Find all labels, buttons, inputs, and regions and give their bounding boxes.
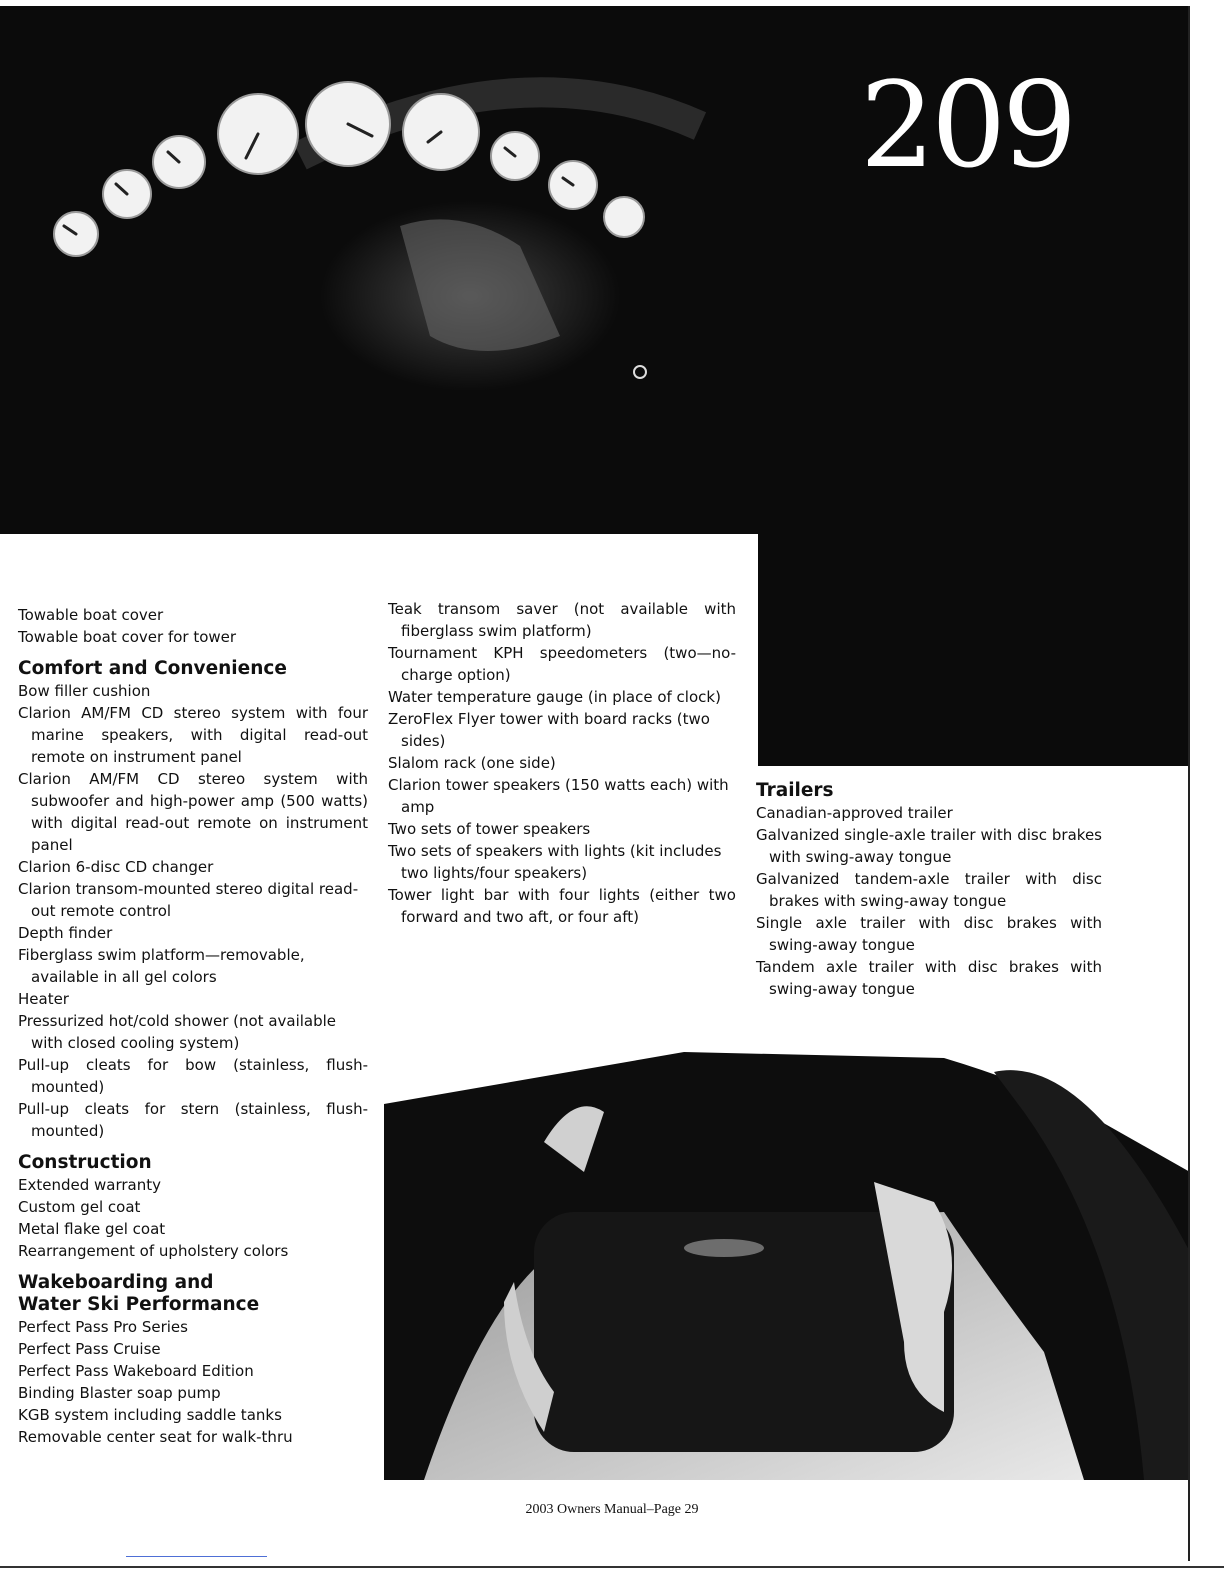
list-item: Towable boat cover for tower: [18, 628, 237, 646]
list-item: Tower light bar with four lights (either two forward and two aft, or four aft): [388, 886, 736, 926]
section-heading-trailers: Trailers: [756, 780, 834, 801]
console-photo: [384, 1052, 1190, 1480]
page-edge-rule: [1188, 6, 1190, 1561]
column-1: [18, 604, 368, 1448]
heading-line: Wakeboarding and: [18, 1272, 214, 1293]
bottom-rule: [0, 1566, 1224, 1568]
list-item: Water temperature gauge (in place of clock): [388, 688, 721, 706]
list-item: Extended warranty: [18, 1176, 161, 1194]
column-3: [756, 780, 1102, 1000]
list-item: Slalom rack (one side): [388, 754, 556, 772]
list-item: Galvanized single-axle trailer with disc brakes with swing-away tongue: [756, 826, 1102, 866]
list-item: Bow filler cushion: [18, 682, 151, 700]
list-item: Clarion 6-disc CD changer: [18, 858, 214, 876]
list-item: KGB system including saddle tanks: [18, 1406, 282, 1424]
column-2: [388, 598, 736, 928]
section-heading-construction: Construction: [18, 1152, 152, 1173]
list-item: Teak transom saver (not available with fiberglass swim platform): [388, 600, 736, 640]
hero-photo-extension: [758, 534, 1190, 766]
list-item: Custom gel coat: [18, 1198, 141, 1216]
list-item: Clarion tower speakers (150 watts each) with amp: [388, 776, 729, 816]
list-item: Heater: [18, 990, 69, 1008]
list-item: Tournament KPH speedometers (two—no-charge option): [388, 644, 736, 684]
list-item: Clarion AM/FM CD stereo system with subwoofer and high-power amp (500 watts) with digital read-out remote on instrument panel: [18, 770, 368, 854]
hero-photo-instrument-panel: [0, 6, 1190, 534]
list-item: ZeroFlex Flyer tower with board racks (two sides): [388, 710, 710, 750]
list-item: Single axle trailer with disc brakes with swing-away tongue: [756, 914, 1102, 954]
list-item: Pull-up cleats for bow (stainless, flush-mounted): [18, 1056, 368, 1096]
list-item: Tandem axle trailer with disc brakes with swing-away tongue: [756, 958, 1102, 998]
list-item: Binding Blaster soap pump: [18, 1384, 221, 1402]
list-item: Two sets of tower speakers: [388, 820, 591, 838]
console-illustration: [384, 1052, 1190, 1480]
list-item: Fiberglass swim platform—removable, available in all gel colors: [18, 946, 305, 986]
list-item: Perfect Pass Cruise: [18, 1340, 161, 1358]
list-item: Pull-up cleats for stern (stainless, flush-mounted): [18, 1100, 368, 1140]
page-footer: 2003 Owners Manual–Page 29: [525, 1502, 699, 1517]
list-item: Clarion transom-mounted stereo digital read-out remote control: [18, 880, 359, 920]
list-item: Clarion AM/FM CD stereo system with four marine speakers, with digital read-out remote on instrument panel: [18, 704, 368, 766]
list-item: Canadian-approved trailer: [756, 804, 953, 822]
list-item: Galvanized tandem-axle trailer with disc brakes with swing-away tongue: [756, 870, 1102, 910]
list-item: Perfect Pass Wakeboard Edition: [18, 1362, 254, 1380]
list-item: Towable boat cover: [18, 606, 164, 624]
list-item: Two sets of speakers with lights (kit includes two lights/four speakers): [388, 842, 722, 882]
list-item: Metal flake gel coat: [18, 1220, 166, 1238]
heading-line: Water Ski Performance: [18, 1294, 260, 1315]
list-item: Perfect Pass Pro Series: [18, 1318, 188, 1336]
underline-mark: [126, 1556, 267, 1557]
list-item: Removable center seat for walk-thru: [18, 1428, 293, 1446]
list-item: Depth finder: [18, 924, 113, 942]
list-item: Rearrangement of upholstery colors: [18, 1242, 289, 1260]
list-item: Pressurized hot/cold shower (not available with closed cooling system): [18, 1012, 337, 1052]
section-heading-comfort: Comfort and Convenience: [18, 658, 287, 679]
section-heading-wakeboarding: [18, 1272, 368, 1316]
model-number: 209: [860, 56, 1074, 194]
